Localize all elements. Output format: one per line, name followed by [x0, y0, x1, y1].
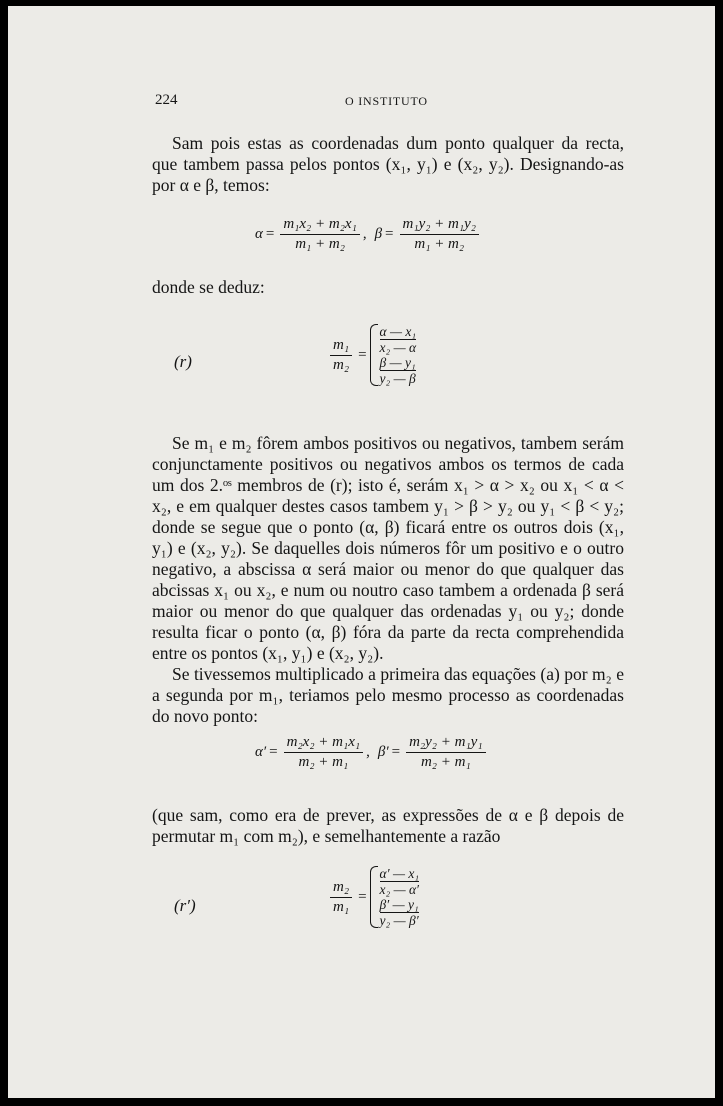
eq1-alpha-denominator: m₁ + m₂ [295, 236, 345, 252]
paragraph-coordinates [152, 133, 624, 196]
equation-alpha-beta-prime [255, 734, 489, 771]
eq-r2-bottom-numerator: β′ — y₁ [379, 897, 419, 912]
left-brace [370, 324, 378, 386]
eq-r-bottom-numerator: β — y₁ [379, 355, 416, 370]
eq2-alpha-denominator: m₂ + m₁ [298, 754, 349, 770]
equation-r [327, 324, 416, 386]
eq1-alpha-lhs: α [255, 226, 263, 242]
equation-label-r: (r) [174, 352, 192, 371]
eq-r-stack [380, 324, 417, 386]
eq-r-top-numerator: α — x₁ [379, 324, 417, 339]
eq1-beta-lhs: β [374, 226, 383, 242]
equation-alpha-beta [255, 216, 482, 253]
eq-r2-lhs-denominator: m₁ [333, 898, 350, 915]
paragraph-3: Se tivessemos multiplicado a primeira das equações (a) por m₂ e a segunda por m₁, teriamos pelo mesmo processo as coordenadas do novo ponto: [152, 664, 624, 726]
eq2-alpha-numerator: m₂x₂ + m₁x₁ [284, 734, 363, 753]
equals-sign: = [358, 346, 367, 363]
eq-r-bottom-denominator: y₂ — β [379, 371, 416, 386]
eq-r2-top-denominator: x₂ — α′ [379, 882, 420, 897]
eq2-beta-numerator: m₂y₂ + m₁y₁ [406, 734, 485, 753]
eq-r2-bottom-denominator: y₂ — β′ [379, 913, 419, 928]
comma: , [366, 744, 370, 760]
paragraph-permutation [152, 805, 624, 847]
equation-label-r-prime: (r′) [174, 896, 196, 915]
paragraph-2: Se m₁ e m₂ fôrem ambos positivos ou negativos, tambem serám conjunctamente positivos ou negativos ambos os termos de cada um dos 2.ᵒˢ membros de (r); isto é, serám x₁ > α > x₂ ou x₁ < α < x₂, e em qualquer destes casos tambem y₁ > β > y₂ ou y₁ < β < y₂; donde se segue que o ponto (α, β) ficará entre os outros dois (x₁, y₁) e (x₂, y₂). Se daquelles dois números fôr um positivo e o outro negativo, a abscissa α será maior ou menor do que qualquer das abcissas x₁ ou x₂, e num ou noutro caso tambem a ordenada β será maior ou menor do que qualquer das ordenadas y₁ ou y₂; donde resulta ficar o ponto (α, β) fóra da parte da recta comprehendida entre os pontos (x₁, y₁) e (x₂, y₂). [152, 433, 624, 663]
eq1-beta-denominator: m₁ + m₂ [414, 236, 465, 252]
eq1-alpha-numerator: m₁x₂ + m₂x₁ [280, 216, 359, 235]
eq2-alpha-lhs: α′ [255, 744, 267, 760]
left-brace [370, 866, 378, 928]
eq-r-lhs-numerator: m₁ [330, 337, 352, 356]
paragraph-4: (que sam, como era de prever, as expressões de α e β depois de permutar m₁ com m₂), e semelhantemente a razão [152, 805, 624, 846]
deduz-text: donde se deduz: [152, 277, 265, 297]
eq2-beta-lhs: β′ [377, 744, 389, 760]
eq-r2-stack [380, 866, 419, 928]
eq-r-lhs-fraction [330, 337, 352, 374]
eq-r2-top-numerator: α′ — x₁ [379, 866, 420, 881]
equals-sign: = [269, 744, 278, 760]
brace-group [370, 324, 417, 386]
eq2-alpha-fraction [284, 734, 363, 771]
eq1-alpha-fraction [280, 216, 359, 253]
eq2-beta-fraction [406, 734, 485, 771]
equals-sign: = [358, 888, 367, 905]
equals-sign: = [391, 744, 401, 760]
paragraph-1: Sam pois estas as coordenadas dum ponto qualquer da recta, que tambem passa pelos pontos (x₁, y₁) e (x₂, y₂). Designando-as por α e β, temos: [152, 133, 624, 195]
paragraph-discussion [152, 433, 624, 727]
eq-r2-lhs-fraction [330, 879, 352, 916]
eq-r2-lhs-numerator: m₂ [330, 879, 352, 898]
page-number: 224 [155, 92, 178, 108]
eq-r-top-denominator: x₂ — α [379, 340, 417, 355]
eq1-beta-numerator: m₁y₂ + m₁y₂ [400, 216, 479, 235]
brace-group [370, 866, 419, 928]
paragraph-deduz [152, 277, 624, 298]
equals-sign: = [265, 226, 275, 242]
equals-sign: = [385, 226, 394, 242]
comma: , [362, 226, 367, 242]
eq2-beta-denominator: m₂ + m₁ [420, 754, 471, 770]
eq1-beta-fraction [400, 216, 479, 253]
equation-r-prime [327, 866, 419, 928]
eq-r-lhs-denominator: m₂ [333, 356, 350, 373]
journal-title: O INSTITUTO [345, 94, 428, 108]
